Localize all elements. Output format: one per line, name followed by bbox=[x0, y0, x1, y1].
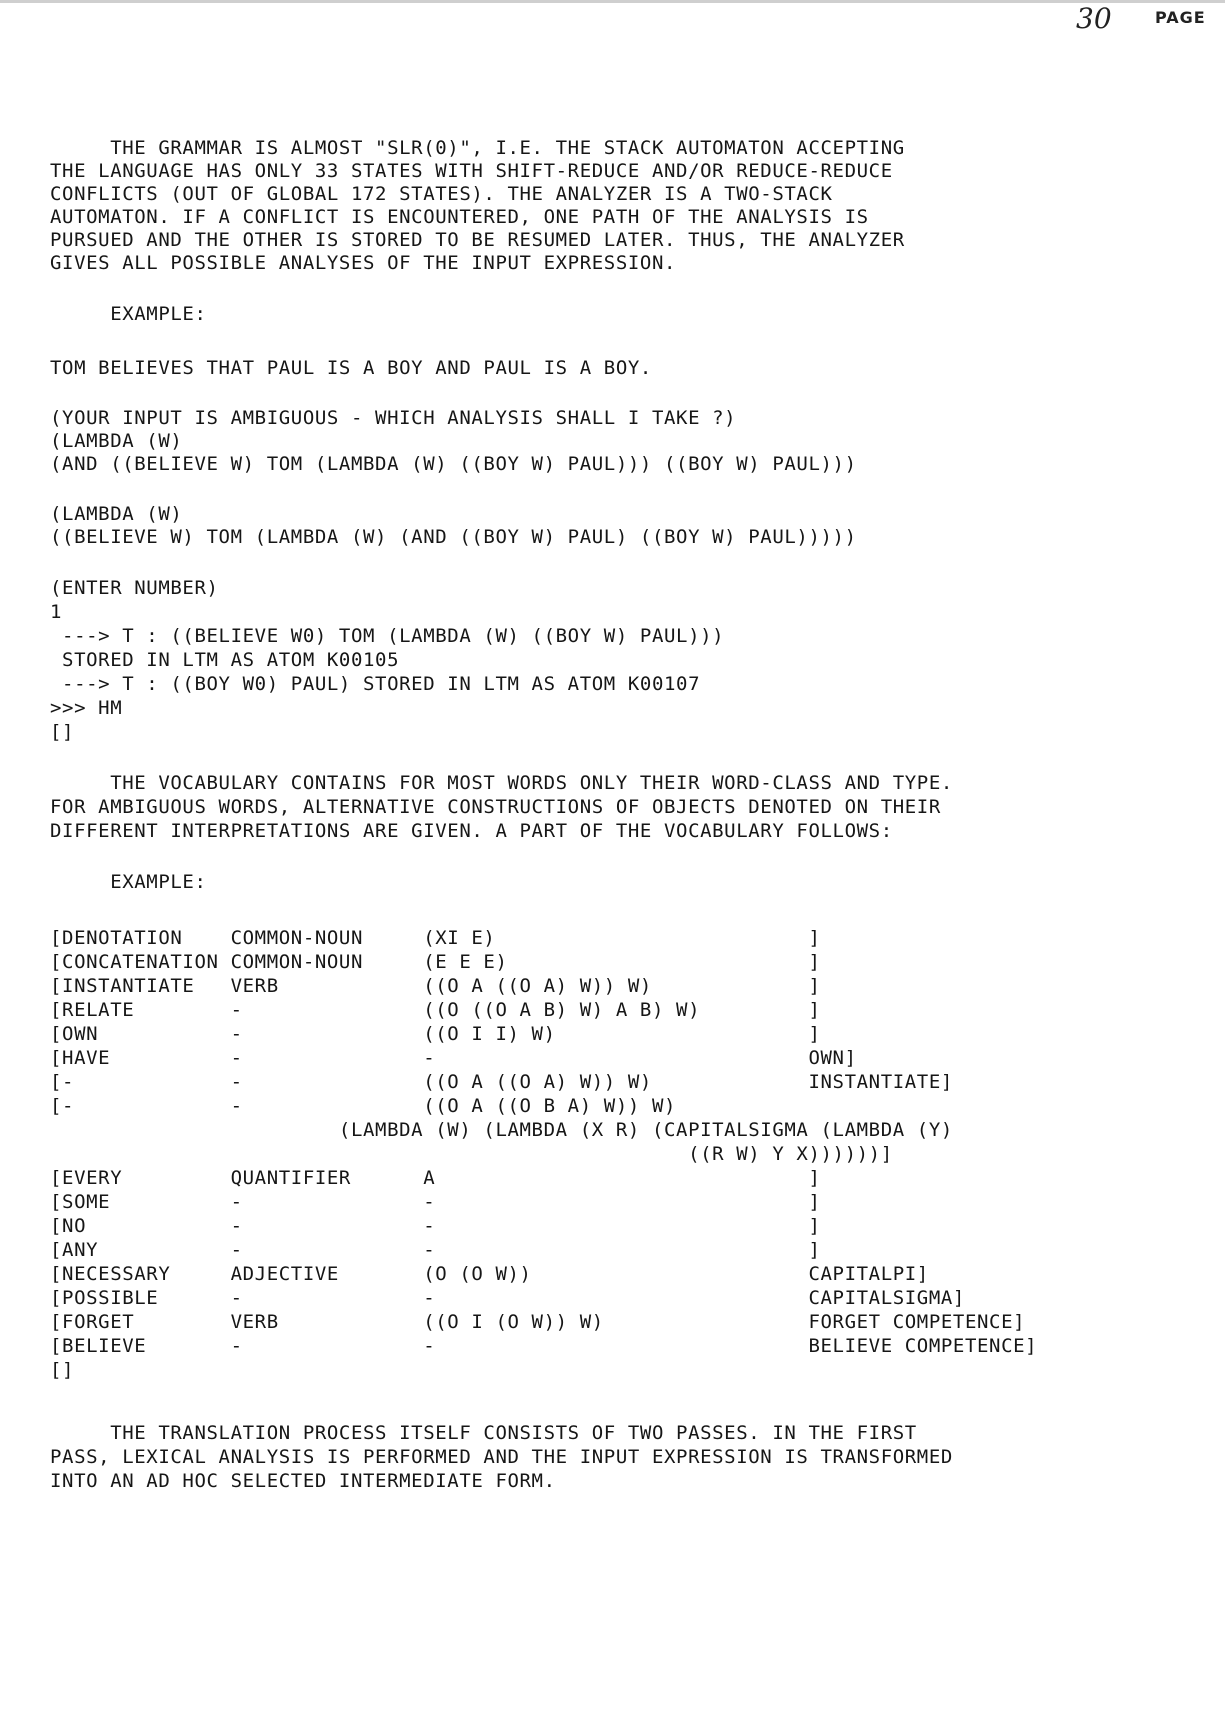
vocab-line: [- - ((O A ((O B A) W)) W) bbox=[50, 1095, 677, 1117]
page-number: 30 bbox=[1076, 2, 1112, 35]
page-label: PAGE bbox=[1155, 8, 1206, 27]
example-line: (ENTER NUMBER) bbox=[50, 577, 219, 599]
vocab-line: [RELATE - ((O ((O A B) W) A B) W) ] bbox=[50, 999, 821, 1021]
paragraph-3-line: THE TRANSLATION PROCESS ITSELF CONSISTS OF TWO PASSES. IN THE FIRST bbox=[50, 1422, 917, 1444]
paragraph-1-line: THE LANGUAGE HAS ONLY 33 STATES WITH SHIFT-REDUCE AND/OR REDUCE-REDUCE bbox=[50, 160, 893, 182]
vocab-line: [INSTANTIATE VERB ((O A ((O A) W)) W) ] bbox=[50, 975, 821, 997]
vocab-line: [EVERY QUANTIFIER A ] bbox=[50, 1167, 821, 1189]
vocab-line: [SOME - - ] bbox=[50, 1191, 821, 1213]
example-line: STORED IN LTM AS ATOM K00105 bbox=[50, 649, 400, 671]
example-label: EXAMPLE: bbox=[50, 871, 207, 893]
example-label: EXAMPLE: bbox=[50, 303, 207, 325]
paragraph-1-line: THE GRAMMAR IS ALMOST "SLR(0)", I.E. THE STACK AUTOMATON ACCEPTING bbox=[50, 137, 905, 159]
example-line: ---> T : ((BELIEVE W0) TOM (LAMBDA (W) ((BOY W) PAUL))) bbox=[50, 625, 725, 647]
vocab-line: [OWN - ((O I I) W) ] bbox=[50, 1023, 821, 1045]
paragraph-1-line: GIVES ALL POSSIBLE ANALYSES OF THE INPUT EXPRESSION. bbox=[50, 252, 677, 274]
vocab-line: (LAMBDA (W) (LAMBDA (X R) (CAPITALSIGMA (LAMBDA (Y) bbox=[50, 1119, 953, 1141]
example-line: (AND ((BELIEVE W) TOM (LAMBDA (W) ((BOY W) PAUL))) ((BOY W) PAUL))) bbox=[50, 453, 857, 475]
vocab-line: [FORGET VERB ((O I (O W)) W) FORGET COMPETENCE] bbox=[50, 1311, 1026, 1333]
paragraph-2-line: THE VOCABULARY CONTAINS FOR MOST WORDS ONLY THEIR WORD-CLASS AND TYPE. bbox=[50, 772, 953, 794]
vocab-line: [] bbox=[50, 1359, 75, 1381]
example-line: [] bbox=[50, 721, 75, 743]
paragraph-2-line: FOR AMBIGUOUS WORDS, ALTERNATIVE CONSTRUCTIONS OF OBJECTS DENOTED ON THEIR bbox=[50, 796, 941, 818]
paragraph-2-line: DIFFERENT INTERPRETATIONS ARE GIVEN. A PART OF THE VOCABULARY FOLLOWS: bbox=[50, 820, 893, 842]
example-line: 1 bbox=[50, 601, 63, 623]
vocab-line: [CONCATENATION COMMON-NOUN (E E E) ] bbox=[50, 951, 821, 973]
vocab-line: ((R W) Y X))))))] bbox=[50, 1143, 893, 1165]
vocab-line: [ANY - - ] bbox=[50, 1239, 821, 1261]
vocab-line: [- - ((O A ((O A) W)) W) INSTANTIATE] bbox=[50, 1071, 953, 1093]
vocab-line: [NO - - ] bbox=[50, 1215, 821, 1237]
vocab-line: [DENOTATION COMMON-NOUN (XI E) ] bbox=[50, 927, 821, 949]
paragraph-1-line: AUTOMATON. IF A CONFLICT IS ENCOUNTERED, ONE PATH OF THE ANALYSIS IS bbox=[50, 206, 869, 228]
example-line: (LAMBDA (W) bbox=[50, 503, 183, 525]
paragraph-1-line: CONFLICTS (OUT OF GLOBAL 172 STATES). THE ANALYZER IS A TWO-STACK bbox=[50, 183, 833, 205]
scan-edge bbox=[0, 0, 1225, 3]
example-line: TOM BELIEVES THAT PAUL IS A BOY AND PAUL IS A BOY. bbox=[50, 357, 652, 379]
vocab-line: [NECESSARY ADJECTIVE (O (O W)) CAPITALPI] bbox=[50, 1263, 929, 1285]
example-line: >>> HM bbox=[50, 697, 123, 719]
vocab-line: [HAVE - - OWN] bbox=[50, 1047, 857, 1069]
paragraph-3-line: PASS, LEXICAL ANALYSIS IS PERFORMED AND THE INPUT EXPRESSION IS TRANSFORMED bbox=[50, 1446, 953, 1468]
example-line: ---> T : ((BOY W0) PAUL) STORED IN LTM AS ATOM K00107 bbox=[50, 673, 701, 695]
example-line: ((BELIEVE W) TOM (LAMBDA (W) (AND ((BOY W) PAUL) ((BOY W) PAUL))))) bbox=[50, 526, 857, 548]
vocab-line: [POSSIBLE - - CAPITALSIGMA] bbox=[50, 1287, 965, 1309]
paragraph-1-line: PURSUED AND THE OTHER IS STORED TO BE RESUMED LATER. THUS, THE ANALYZER bbox=[50, 229, 905, 251]
paragraph-3-line: INTO AN AD HOC SELECTED INTERMEDIATE FORM. bbox=[50, 1470, 556, 1492]
example-line: (LAMBDA (W) bbox=[50, 430, 183, 452]
example-line: (YOUR INPUT IS AMBIGUOUS - WHICH ANALYSIS SHALL I TAKE ?) bbox=[50, 407, 737, 429]
vocab-line: [BELIEVE - - BELIEVE COMPETENCE] bbox=[50, 1335, 1038, 1357]
